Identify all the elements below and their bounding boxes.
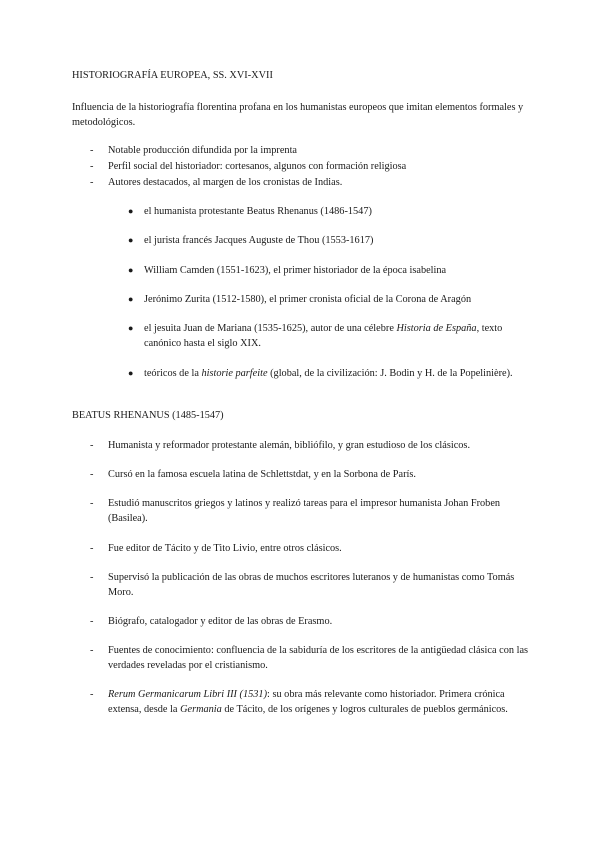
list-item (90, 496, 530, 526)
list-item (90, 614, 530, 629)
bullet-item (128, 204, 518, 219)
list-item-text: Fue editor de Tácito y de Tito Livio, entre otros clásicos. (108, 543, 342, 554)
bullet-item-text: el jurista francés Jacques Auguste de Thou (1553-1617) (144, 235, 374, 246)
list-item (90, 570, 530, 600)
bullet-item-text: el jesuita Juan de Mariana (1535-1625), autor de una célebre Historia de España, texto canónico hasta el siglo XIX. (144, 323, 503, 349)
intro-paragraph: Influencia de la historiografía florentina profana en los humanistas europeos que imitan elementos formales y metodológicos. (72, 102, 524, 128)
bullet-marker: ● (128, 323, 134, 333)
list-item-text: Perfil social del historiador: cortesanos, algunos con formación religiosa (108, 161, 407, 172)
dash-marker: - (90, 689, 94, 700)
section-heading: BEATUS RHENANUS (1485-1547) (72, 410, 224, 421)
bullet-item (128, 321, 518, 351)
list-item-text: Rerum Germanicarum Libri III (1531): su obra más relevante como historiador. Primera crónica extensa, desde la Germania de Tácito, de los orígenes y logros culturales de pueblos germánicos. (108, 689, 508, 715)
dash-marker: - (90, 177, 94, 188)
bullet-item-text: William Camden (1551-1623), el primer historiador de la época isabelina (144, 265, 447, 276)
dash-marker: - (90, 498, 94, 509)
list-item (90, 175, 530, 190)
list-item-text: Humanista y reformador protestante alemán, bibliófilo, y gran estudioso de los clásicos. (108, 440, 471, 451)
dash-marker: - (90, 616, 94, 627)
bullet-item-text: Jerónimo Zurita (1512-1580), el primer cronista oficial de la Corona de Aragón (144, 294, 472, 305)
list-item (90, 438, 530, 453)
dash-marker: - (90, 543, 94, 554)
bullet-item (128, 233, 518, 248)
page-title: HISTORIOGRAFÍA EUROPEA, SS. XVI-XVII (72, 70, 273, 81)
list-item (90, 541, 530, 556)
bullet-item (128, 366, 518, 381)
list-item-text: Cursó en la famosa escuela latina de Schlettstdat, y en la Sorbona de París. (108, 469, 416, 480)
list-item (90, 467, 530, 482)
bullet-marker: ● (128, 265, 134, 275)
bullet-marker: ● (128, 294, 134, 304)
bullet-item-text: el humanista protestante Beatus Rhenanus (1486-1547) (144, 206, 372, 217)
dash-marker: - (90, 645, 94, 656)
list-item (90, 143, 530, 158)
bullet-item (128, 292, 518, 307)
list-item-text: Notable producción difundida por la imprenta (108, 145, 298, 156)
list-item (90, 159, 530, 174)
list-item (90, 687, 530, 717)
list-item-text: Fuentes de conocimiento: confluencia de la sabiduría de los escritores de la antigüedad clásica con las verdades reveladas por el cristianismo. (108, 645, 529, 671)
dash-marker: - (90, 572, 94, 583)
bullet-marker: ● (128, 235, 134, 245)
list-item-text: Estudió manuscritos griegos y latinos y realizó tareas para el impresor humanista Johan Froben (Basilea). (108, 498, 501, 524)
bullet-item (128, 263, 518, 278)
dash-marker: - (90, 440, 94, 451)
dash-marker: - (90, 161, 94, 172)
dash-marker: - (90, 469, 94, 480)
bullet-item-text: teóricos de la historie parfeite (global, de la civilización: J. Bodin y H. de la Popelinière). (144, 368, 513, 379)
list-item-text: Biógrafo, catalogador y editor de las obras de Erasmo. (108, 616, 333, 627)
dash-marker: - (90, 145, 94, 156)
list-item (90, 643, 530, 673)
bullet-marker: ● (128, 206, 134, 216)
bullet-marker: ● (128, 368, 134, 378)
list-item-text: Autores destacados, al margen de los cronistas de Indias. (108, 177, 343, 188)
list-item-text: Supervisó la publicación de las obras de muchos escritores luteranos y de humanistas como Tomás Moro. (108, 572, 515, 598)
